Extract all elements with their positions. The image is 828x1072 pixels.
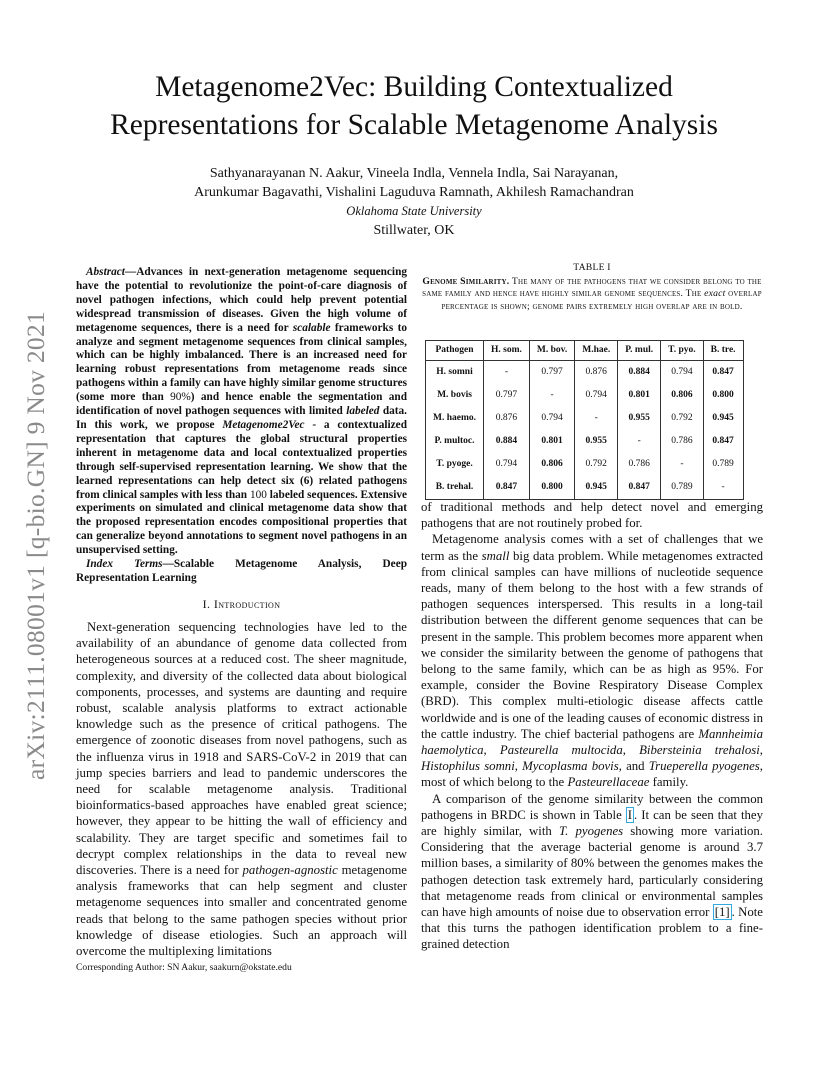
section-title: Introduction [213,597,281,611]
intro-paragraph [76,619,407,959]
body-text: family. [649,775,689,790]
separator: , [759,743,763,758]
similarity-cell: 0.794 [529,407,574,430]
table-header-cell: M.hae. [575,341,618,361]
similarity-cell: 0.792 [661,407,704,430]
abstract [76,266,407,586]
species-name: Bibersteinia trehalosi [639,743,760,758]
author-block [0,164,828,240]
pathogen-name-cell: H. somni [426,361,484,385]
similarity-table [425,340,744,500]
similarity-cell: 0.797 [529,361,574,385]
table-row [426,476,744,500]
similarity-cell: 0.794 [484,453,530,476]
similarity-cell: 0.884 [484,430,530,453]
similarity-cell: - [661,453,704,476]
species-name: Histophilus somni [421,759,515,774]
abstract-dash: — [124,266,137,278]
abstract-text: data. In this work, we propose [76,405,407,431]
similarity-cell: 0.797 [484,384,530,407]
species-name: Pasteurella multocida [499,743,623,758]
species-name: Trueperella pyogenes [648,759,760,774]
abstract-emphasis: labeled [346,405,380,418]
similarity-cell: 0.800 [703,384,743,407]
pathogen-name-cell: B. trehal. [426,476,484,500]
abstract-lead: Abstract [86,266,125,278]
index-terms-lead: Index Terms [86,558,163,571]
body-paragraph [421,791,763,953]
footnote: Corresponding Author: SN Aakur, saakurn@okstate.edu [76,962,292,973]
species-name: T. pyogenes [558,824,624,839]
table-header-cell: T. pyo. [661,341,704,361]
species-name: Mycoplasma bovis [522,759,619,774]
table-row [426,430,744,453]
body-emphasis: pathogen-agnostic [242,863,338,878]
section-number: I. [202,597,214,611]
table-header-cell: P. mul. [618,341,661,361]
table-header-cell: H. som. [484,341,530,361]
table-row [426,407,744,430]
body-text: showing more variation. Considering that the average bacterial genome is around 3.7 million bases, a similarity of 80% between the genomes makes the pathogen detection task extremely hard, particularly considering that metagenome reads from clinical or environmental samples can have high amounts of noise due to observation error [421,824,763,920]
body-text: A comparison of the genome similarity between the common pathogens in BRDC is shown in Table [421,791,763,822]
section-heading [76,597,407,612]
title-line-2: Representations for Scalable Metagenome Analysis [110,109,718,141]
abstract-text: Advances in next-generation metagenome sequencing have the potential to revolutionize the point-of-care diagnosis of novel pathogen infections, which could help prevent potential widespread transmission of diseases. Given the high volume of metagenome sequences, there is a need for [76,266,407,334]
abstract-text: labeled sequences. Extensive experiments on simulated and clinical metagenome data show that the proposed representation encodes compositional properties that can generalize beyond annotations to segment novel pathogens in an unsupervised setting. [76,488,407,557]
body-text: Next-generation sequencing technologies have led to the availability of an abundance of genome data collected from heterogeneous sources at a reduced cost. The sheer magnitude, complexity, and diversity of the collected data about biological components, processes, and systems are daunting and require robust, scalable analysis platforms to extract actionable knowledge such as the presence of critical pathogens. The emergence of zoonotic diseases from novel pathogens, such as the influenza virus in 1918 and SARS-CoV-2 in 2019 that can jump species barriers and lead to pandemic underscores the need for scalable metagenome analysis. Traditional bioinformatics-based approaches have enabled great science; however, they appear to be hitting the wall of efficiency and scalability. They are target specific and sometimes fail to decrypt complex relationships in the data to reveal new discoveries. There is a need for [76,620,407,878]
authors-line-2: Arunkumar Bagavathi, Vishalini Laguduva Ramnath, Akhilesh Ramachandran [194,185,634,200]
similarity-cell: - [575,407,618,430]
pathogen-name-cell: M. bovis [426,384,484,407]
abstract-number: 100 [249,488,267,501]
table-row [426,361,744,385]
caption-emphasis: exact [704,288,726,300]
table-row [426,453,744,476]
similarity-cell: 0.801 [529,430,574,453]
similarity-cell: 0.792 [575,453,618,476]
body-text: metagenome analysis frameworks that can help segment and cluster metagenome sequences into smaller and concentrated genome reads that belong to the same pathogen species without prior knowledge of disease etiologies. Such an approach will overcome the multiplexing limitations [76,863,407,959]
similarity-cell: 0.945 [575,476,618,500]
body-text: . It can be seen that they are highly similar, with [421,807,764,839]
body-text: , most of which belong to the [421,759,763,790]
body-emphasis: small [481,548,510,563]
similarity-cell: - [529,384,574,407]
body-text: Metagenome analysis comes with a set of challenges that we term as the [421,532,763,563]
index-terms [76,558,407,586]
similarity-cell: 0.847 [703,361,743,385]
similarity-cell: 0.801 [618,384,661,407]
affiliation: Oklahoma State University [346,204,482,218]
abstract-number: 90% [170,391,191,404]
similarity-cell: - [484,361,530,385]
similarity-cell: 0.945 [703,407,743,430]
similarity-cell: 0.800 [529,476,574,500]
abstract-emphasis: scalable [292,321,331,334]
arxiv-identifier: arXiv:2111.08001v1 [q-bio.GN] 9 Nov 2021 [21,310,50,780]
similarity-cell: 0.794 [575,384,618,407]
similarity-cell: 0.955 [575,430,618,453]
intro-column [76,619,407,959]
table-container [425,340,744,500]
similarity-cell: 0.786 [618,453,661,476]
family-name: Pasteurellaceae [567,775,650,790]
caption-bold: Genome Similarity. [422,275,510,287]
species-name: Mannheimia haemolytica [421,726,763,758]
table-body [426,361,744,500]
table-header-cell: B. tre. [703,341,743,361]
pathogen-name-cell: P. multoc. [426,430,484,453]
caption-text: overlap percentage is shown; genome pairs extremely high overlap are in bold. [441,288,762,312]
body-paragraph: of traditional methods and help detect novel and emerging pathogens that are not routinely probed for. [421,500,763,531]
index-terms-text: Scalable Metagenome Analysis, Deep Representation Learning [76,558,407,584]
similarity-cell: 0.847 [703,430,743,453]
similarity-cell: 0.876 [575,361,618,385]
table-header-row [426,341,744,361]
similarity-cell: 0.847 [618,476,661,500]
body-text: big data problem. While metagenomes extracted from clinical samples can have millions of nucleotide sequence reads, many of them belong to the host with a few strands of pathogen sequences interspersed. This results in a long-tail distribution between the different genome sequences that can be present in the sample. This problem becomes more apparent when we consider the similarity between the genome of pathogens that belong to the same family, which can be as high as 95%. For example, consider the Bovine Respiratory Disease Complex (BRD). This complex multi-etiologic disease affects cattle worldwide and is one of the leading causes of economic distress in the cattle industry. The chief bacterial pathogens are [421,548,763,741]
table-label: TABLE I [573,262,611,273]
abstract-text: ) and hence enable the segmentation and identification of novel pathogen sequences with limited [76,391,407,418]
table-caption [421,262,763,313]
similarity-cell: 0.794 [661,361,704,385]
table-row [426,384,744,407]
similarity-cell: 0.806 [661,384,704,407]
title-line-1: Metagenome2Vec: Building Contextualized [155,71,673,103]
pathogen-name-cell: M. haemo. [426,407,484,430]
similarity-cell: 0.876 [484,407,530,430]
body-text: . Note that this turns the pathogen identification problem to a fine-grained detection [421,905,763,952]
authors-line-1: Sathyanarayanan N. Aakur, Vineela Indla, Vennela Indla, Sai Narayanan, [209,166,619,181]
table-header-cell: M. bov. [529,341,574,361]
separator: , [514,759,523,774]
similarity-cell: 0.847 [484,476,530,500]
separator: , [622,743,640,758]
similarity-cell: 0.786 [661,430,704,453]
similarity-cell: - [618,430,661,453]
similarity-cell: - [703,476,743,500]
caption-text: The many of the pathogens that we consider belong to the same family and hence have highly similar genome sequences. The [422,275,762,300]
separator: , and [618,759,649,774]
paper-title [0,68,828,144]
table-header-cell: Pathogen [426,341,484,361]
table-reference-link[interactable]: I [627,807,633,822]
separator: , [483,743,500,758]
right-column [421,499,763,953]
abstract-text: - a contextualized representation that captures the global structural properties inherent in metagenome data and local contextualized properties through self-supervised representation learning. We show that the learned representations can help detect six (6) related pathogens from clinical samples with less than [76,418,407,501]
similarity-cell: 0.955 [618,407,661,430]
similarity-cell: 0.884 [618,361,661,385]
similarity-cell: 0.789 [661,476,704,500]
citation-link[interactable]: [1] [714,905,730,920]
similarity-cell: 0.806 [529,453,574,476]
body-paragraph [421,531,763,790]
similarity-cell: 0.789 [703,453,743,476]
index-terms-dash: — [162,558,174,571]
pathogen-name-cell: T. pyoge. [426,453,484,476]
method-name: Metagenome2Vec [222,418,305,431]
abstract-paragraph [76,266,407,558]
abstract-text: frameworks to analyze and segment metagenome sequences from clinical samples, which can be highly imbalanced. There is an increased need for learning robust representations from metagenome reads since pathogens within a family can have highly similar genome structures (some more than [76,321,407,404]
location: Stillwater, OK [373,223,455,238]
